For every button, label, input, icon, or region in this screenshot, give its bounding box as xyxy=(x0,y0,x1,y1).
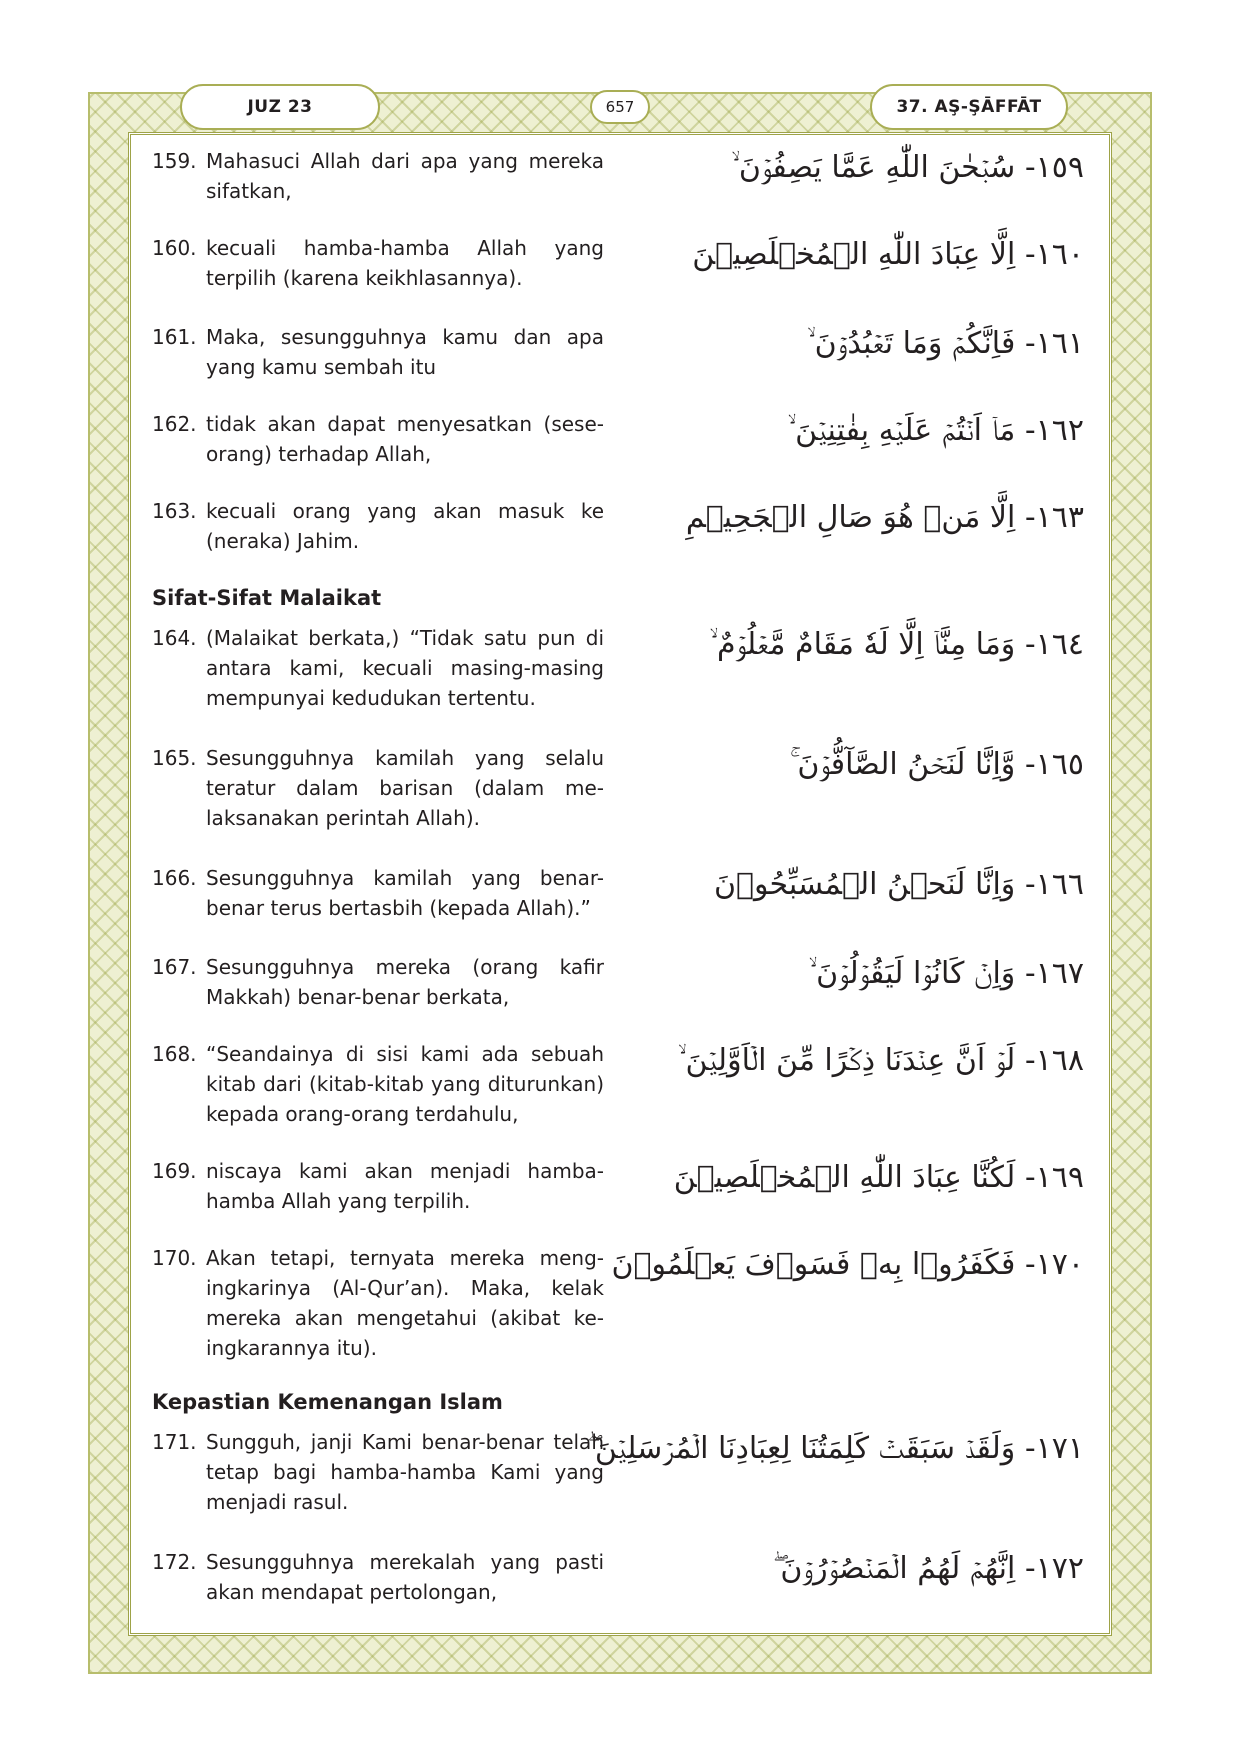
verse-number: 170. xyxy=(152,1246,197,1270)
verse-number: 165. xyxy=(152,746,197,770)
verse-row xyxy=(152,496,1092,556)
verse-number: 167. xyxy=(152,955,197,979)
verse-number: 168. xyxy=(152,1042,197,1066)
verse-row xyxy=(152,1427,1092,1517)
section-heading: Sifat-Sifat Malaikat xyxy=(152,586,382,610)
verse-row xyxy=(152,863,1092,923)
verse-translation: 163. kecuali orang yang akan masuk ke (neraka) Jahim. xyxy=(152,496,604,556)
verse-translation: 172. Sesungguhnya merekalah yang pasti akan mendapat pertolongan, xyxy=(152,1547,604,1607)
verse-translation: 168. “Seandainya di sisi kami ada sebuah kitab dari (kitab-kitab yang diturunkan) kepada orang-orang terdahulu, xyxy=(152,1039,604,1129)
verse-translation: 161. Maka, sesungguhnya kamu dan apa yang kamu sembah itu xyxy=(152,322,604,382)
verse-row xyxy=(152,409,1092,469)
verse-translation: 171. Sungguh, janji Kami benar-benar telah tetap bagi hamba-hamba Kami yang menjadi rasul. xyxy=(152,1427,604,1517)
verse-number: 162. xyxy=(152,412,197,436)
verse-row xyxy=(152,743,1092,833)
verse-arabic: ١٥٩- سُبۡحٰنَ اللّٰهِ عَمَّا يَصِفُوۡنَ ۙ xyxy=(731,150,1084,185)
verse-translation: 169. niscaya kami akan menjadi hamba- hamba Allah yang terpilih. xyxy=(152,1156,604,1216)
verse-translation: 164. (Malaikat berkata,) “Tidak satu pun di antara kami, kecuali masing-masing mempunyai kedudukan tertentu. xyxy=(152,623,604,713)
verse-row xyxy=(152,233,1092,293)
verse-translation: 159. Mahasuci Allah dari apa yang mereka sifatkan, xyxy=(152,146,604,206)
verse-number: 161. xyxy=(152,325,197,349)
verse-number: 169. xyxy=(152,1159,197,1183)
verse-arabic: ١٦٥- وَّاِنَّا لَنَحۡنُ الصَّآفُّوۡنَ ۚ xyxy=(789,747,1084,782)
verse-arabic: ١٦١- فَاِنَّكُمۡ وَمَا تَعۡبُدُوۡنَ ۙ xyxy=(807,326,1084,361)
verse-arabic: ١٦٤- وَمَا مِنَّاۤ اِلَّا لَهٗ مَقَامٌ مَّعۡلُوۡمٌ ۙ xyxy=(709,627,1084,662)
verse-translation: 162. tidak akan dapat menyesatkan (sese- orang) terhadap Allah, xyxy=(152,409,604,469)
verse-number: 171. xyxy=(152,1430,197,1454)
verse-row xyxy=(152,1243,1092,1363)
verse-translation: 167. Sesungguhnya mereka (orang kafir Makkah) benar-benar berkata, xyxy=(152,952,604,1012)
verse-number: 159. xyxy=(152,149,197,173)
verse-translation: 170. Akan tetapi, ternyata mereka meng- ingkarinya (Al-Qur’an). Maka, kelak mereka akan mengetahui (akibat ke- ingkarannya itu). xyxy=(152,1243,604,1363)
verse-arabic: ١٧١- وَلَقَدۡ سَبَقَتۡ كَلِمَتُنَا لِعِبَادِنَا الۡمُرۡسَلِيۡنَ ۖ xyxy=(587,1431,1084,1466)
verse-arabic: ١٦٨- لَوۡ اَنَّ عِنۡدَنَا ذِكۡرًا مِّنَ الۡاَوَّلِيۡنَ ۙ xyxy=(678,1043,1084,1078)
verse-arabic: ١٦٩- لَكُنَّا عِبَادَ اللّٰهِ الۡمُخۡلَصِيۡنَ xyxy=(673,1160,1084,1195)
verse-row xyxy=(152,1547,1092,1607)
verse-number: 166. xyxy=(152,866,197,890)
verse-row xyxy=(152,322,1092,382)
verse-arabic: ١٦٦- وَاِنَّا لَنَحۡنُ الۡمُسَبِّحُوۡنَ xyxy=(713,867,1084,902)
verse-arabic: ١٦٢- مَاۤ اَنۡتُمۡ عَلَيۡهِ بِفٰتِنِيۡنَ ۙ xyxy=(787,413,1084,448)
surah-title: 37. AŞ-ŞĀFFĀT xyxy=(870,84,1068,130)
verse-arabic: ١٧٠- فَكَفَرُوۡا بِهٖ فَسَوۡفَ يَعۡلَمُوۡنَ xyxy=(611,1247,1084,1282)
verse-row xyxy=(152,1039,1092,1129)
verse-arabic: ١٦٠- اِلَّا عِبَادَ اللّٰهِ الۡمُخۡلَصِيۡنَ xyxy=(692,237,1084,272)
verse-row xyxy=(152,952,1092,1012)
verse-row xyxy=(152,623,1092,713)
verse-row xyxy=(152,1156,1092,1216)
verse-arabic: ١٦٧- وَاِنۡ كَانُوۡا لَيَقُوۡلُوۡنَ ۙ xyxy=(808,956,1084,991)
verse-row xyxy=(152,146,1092,206)
verse-translation: 160. kecuali hamba-hamba Allah yang terpilih (karena keikhlasannya). xyxy=(152,233,604,293)
section-heading: Kepastian Kemenangan Islam xyxy=(152,1390,503,1414)
juz-label: JUZ 23 xyxy=(180,84,380,130)
page-number: 657 xyxy=(590,90,650,124)
verse-arabic: ١٧٢- اِنَّهُمۡ لَهُمُ الۡمَنۡصُوۡرُوۡنَ ۖ xyxy=(772,1551,1084,1586)
verse-number: 163. xyxy=(152,499,197,523)
verse-number: 160. xyxy=(152,236,197,260)
verse-translation: 165. Sesungguhnya kamilah yang selalu teratur dalam barisan (dalam me- laksanakan perintah Allah). xyxy=(152,743,604,833)
verse-number: 172. xyxy=(152,1550,197,1574)
verse-translation: 166. Sesungguhnya kamilah yang benar- benar terus bertasbih (kepada Allah).” xyxy=(152,863,604,923)
verse-arabic: ١٦٣- اِلَّا مَنۡ هُوَ صَالِ الۡجَحِيۡمِ xyxy=(685,500,1084,535)
verse-number: 164. xyxy=(152,626,197,650)
